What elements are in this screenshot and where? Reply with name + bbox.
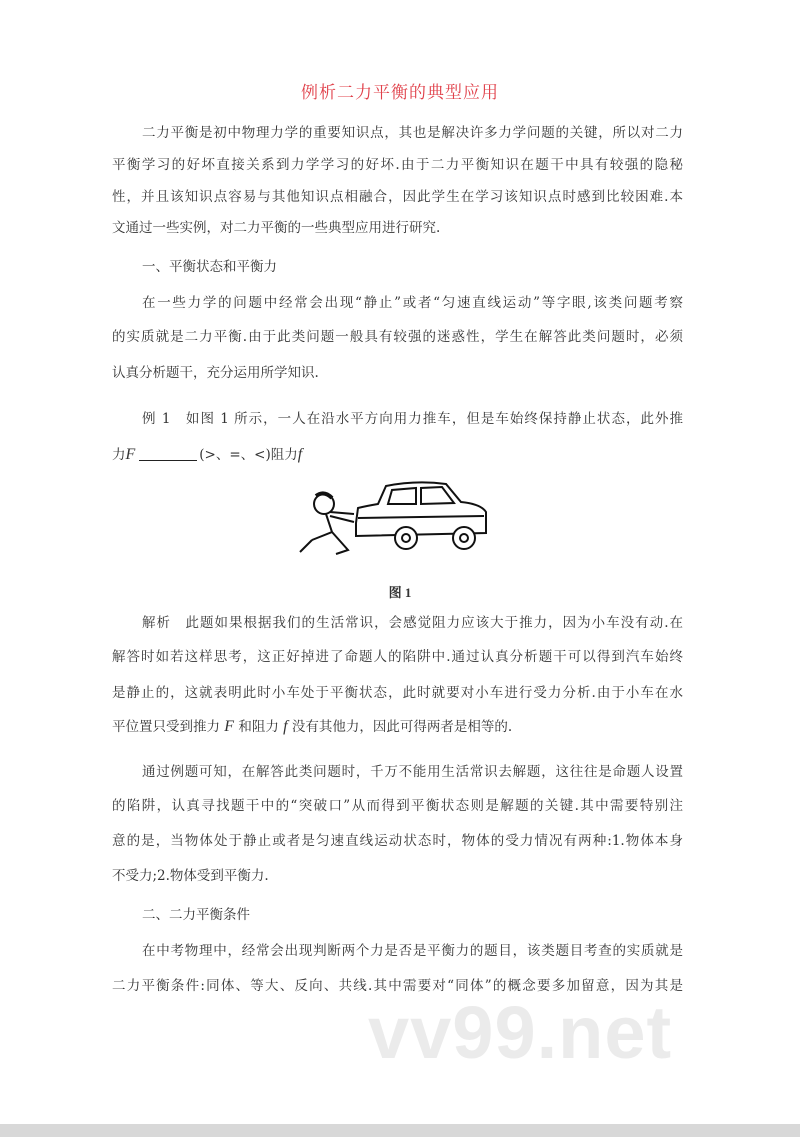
- force-f: f: [283, 718, 288, 735]
- paragraph-line: 文通过一些实例，对二力平衡的一些典型应用进行研究.: [112, 220, 441, 236]
- page-bottom-edge: [0, 1124, 800, 1137]
- text: 力: [112, 447, 126, 463]
- watermark: vv99.net: [368, 991, 673, 1074]
- paragraph-line: [112, 718, 683, 736]
- paragraph-line: 通过例题可知，在解答此类问题时，千万不能用生活常识去解题，这往往是命题人设置: [142, 764, 683, 780]
- paragraph-line: 二力平衡条件:同体、等大、反向、共线.其中需要对“同体”的概念要多加留意，因为其是: [112, 978, 683, 994]
- text: 没有其他力，因此可得两者是相等的.: [291, 719, 513, 735]
- answer-blank: [139, 460, 197, 461]
- text: 和阻力: [238, 719, 279, 735]
- paragraph-line: 不受力;2.物体受到平衡力.: [112, 868, 269, 884]
- paragraph-line: 的陷阱，认真寻找题干中的“突破口”从而得到平衡状态则是解题的关键.其中需要特别注: [112, 798, 683, 814]
- paragraph-line: 是静止的，这就表明此时小车处于平衡状态，此时就要对小车进行受力分析.由于小车在水: [112, 685, 683, 701]
- paragraph-line: 性，并且该知识点容易与其他知识点相融合，因此学生在学习该知识点时感到比较困难.本: [112, 189, 683, 205]
- document-title: 例析二力平衡的典型应用: [301, 83, 499, 103]
- force-F: F: [125, 446, 136, 463]
- text: 平位置只受到推力: [112, 719, 220, 735]
- paragraph-line: 意的是，当物体处于静止或者是匀速直线运动状态时，物体的受力情况有两种:1.物体本身: [112, 833, 683, 849]
- paragraph-line: 在一些力学的问题中经常会出现“静止”或者“匀速直线运动”等字眼,该类问题考察: [142, 295, 683, 311]
- paragraph-line: 解析 此题如果根据我们的生活常识，会感觉阻力应该大于推力，因为小车没有动.在: [142, 615, 683, 631]
- paragraph-line: 认真分析题干，充分运用所学知识.: [112, 365, 319, 381]
- paragraph-line: 平衡学习的好坏直接关系到力学学习的好坏.由于二力平衡知识在题干中具有较强的隐秘: [112, 157, 683, 173]
- section-heading: 一、平衡状态和平衡力: [142, 259, 277, 275]
- paragraph-line: 二力平衡是初中物理力学的重要知识点，其也是解决许多力学问题的关键，所以对二力: [142, 125, 683, 141]
- section-heading: 二、二力平衡条件: [142, 907, 250, 923]
- paragraph-line: 的实质就是二力平衡.由于此类问题一般具有较强的迷惑性，学生在解答此类问题时，必须: [112, 329, 683, 345]
- example-line: [112, 446, 683, 464]
- example-line: 例 1 如图 1 所示，一人在沿水平方向用力推车，但是车始终保持静止状态，此外推: [142, 411, 683, 427]
- force-f: f: [297, 446, 303, 463]
- force-F: F: [224, 718, 235, 735]
- figure-car-push: [296, 478, 492, 560]
- text: (>、=、<)阻力: [199, 447, 298, 463]
- paragraph-line: 在中考物理中，经常会出现判断两个力是否是平衡力的题目，该类题目考查的实质就是: [142, 943, 683, 959]
- paragraph-line: 解答时如若这样思考，这正好掉进了命题人的陷阱中.通过认真分析题干可以得到汽车始终: [112, 649, 683, 665]
- figure-caption: 图 1: [388, 585, 412, 600]
